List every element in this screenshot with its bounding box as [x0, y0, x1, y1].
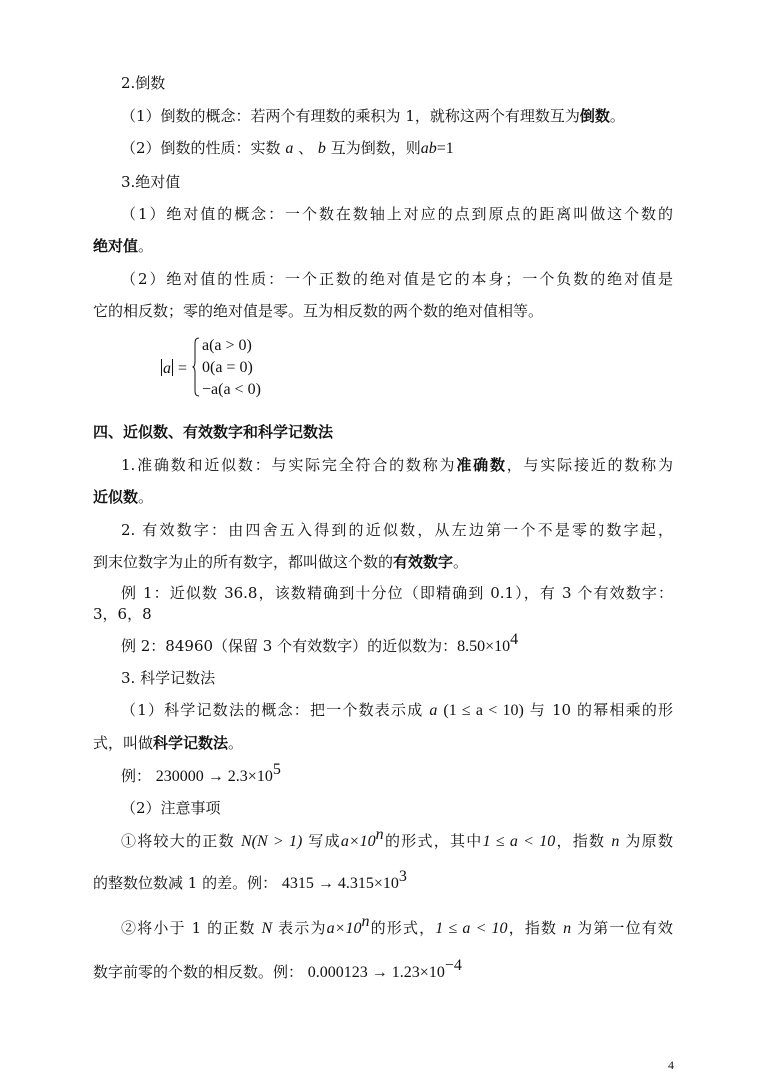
absolute-value-concept-line1: （1）绝对值的概念：一个数在数轴上对应的点到原点的距离叫做这个数的	[121, 205, 673, 223]
page-number: 4	[668, 1058, 674, 1072]
notes-title: （2）注意事项	[121, 799, 221, 817]
significant-figures-line1: 2. 有效数字：由四舍五入得到的近似数，从左边第一个不是零的数字起，	[121, 521, 673, 539]
section-title-scientific-notation: 3. 科学记数法	[121, 669, 216, 687]
example-1-line2: 3，6，8	[93, 605, 152, 623]
scientific-notation-concept-line1: （1）科学记数法的概念：把一个数表示成 a (1 ≤ a < 10) 与 10 的幂相乘的形	[121, 701, 674, 719]
absolute-value-concept-line2: 绝对值。	[93, 237, 154, 255]
example-1-line1: 例 1：近似数 36.8，该数精确到十分位（即精确到 0.1），有 3 个有效数字：	[121, 584, 673, 602]
exact-approx-line1: 1.准确数和近似数：与实际完全符合的数称为准确数，与实际接近的数称为	[121, 456, 673, 474]
example-scientific: 例： $230000 \to 2.3\times 10^5$	[121, 761, 281, 785]
absolute-value-property-line2: 它的相反数；零的绝对值是零。互为相反数的两个数的绝对值相等。	[93, 302, 544, 320]
left-brace-icon	[192, 337, 200, 397]
scientific-notation-concept-line2: 式，叫做科学记数法。	[93, 734, 244, 752]
formula-case-negative: −a(a < 0)	[202, 381, 261, 398]
formula-case-positive: a(a > 0)	[202, 337, 252, 354]
note-1-line1: ①将较大的正数 N(N > 1) 写成$a\times 10^n$的形式，其中1 ≤ a < 10，指数 n 为原数	[121, 826, 673, 850]
heading-approximation: 四、近似数、有效数字和科学记数法	[93, 423, 334, 441]
section-title-absolute-value: 3.绝对值	[121, 173, 181, 191]
note-1-line2: 的整数位数减 1 的差。例： $4315 \to 4.315\times 10^3$	[93, 868, 407, 892]
formula-case-zero: 0(a = 0)	[202, 359, 253, 376]
note-2-line1: ②将小于 1 的正数 N 表示为$a\times 10^n$的形式，1 ≤ a < 10，指数 n 为第一位有效	[121, 913, 673, 937]
note-2-line2: 数字前零的个数的相反数。例： $0.000123 \to 1.23\times 10^{-4}$	[93, 957, 462, 981]
absolute-value-formula: a = a(a > 0) 0(a = 0) −a(a < 0)	[163, 337, 261, 398]
section-title-reciprocal: 2.倒数	[121, 74, 166, 92]
significant-figures-line2: 到末位数字为止的所有数字，都叫做这个数的有效数字。	[93, 553, 469, 571]
example-2: 例 2：84960（保留 3 个有效数字）的近似数为：$8.50\times 10^4$	[121, 631, 519, 655]
reciprocal-property: （2）倒数的性质：实数 a 、 b 互为倒数，则ab=1	[121, 139, 454, 157]
reciprocal-concept: （1）倒数的概念：若两个有理数的乘积为 1，就称这两个有理数互为倒数。	[121, 107, 625, 125]
exact-approx-line2: 近似数。	[93, 488, 154, 506]
absolute-value-property-line1: （2）绝对值的性质：一个正数的绝对值是它的本身；一个负数的绝对值是	[121, 270, 673, 288]
